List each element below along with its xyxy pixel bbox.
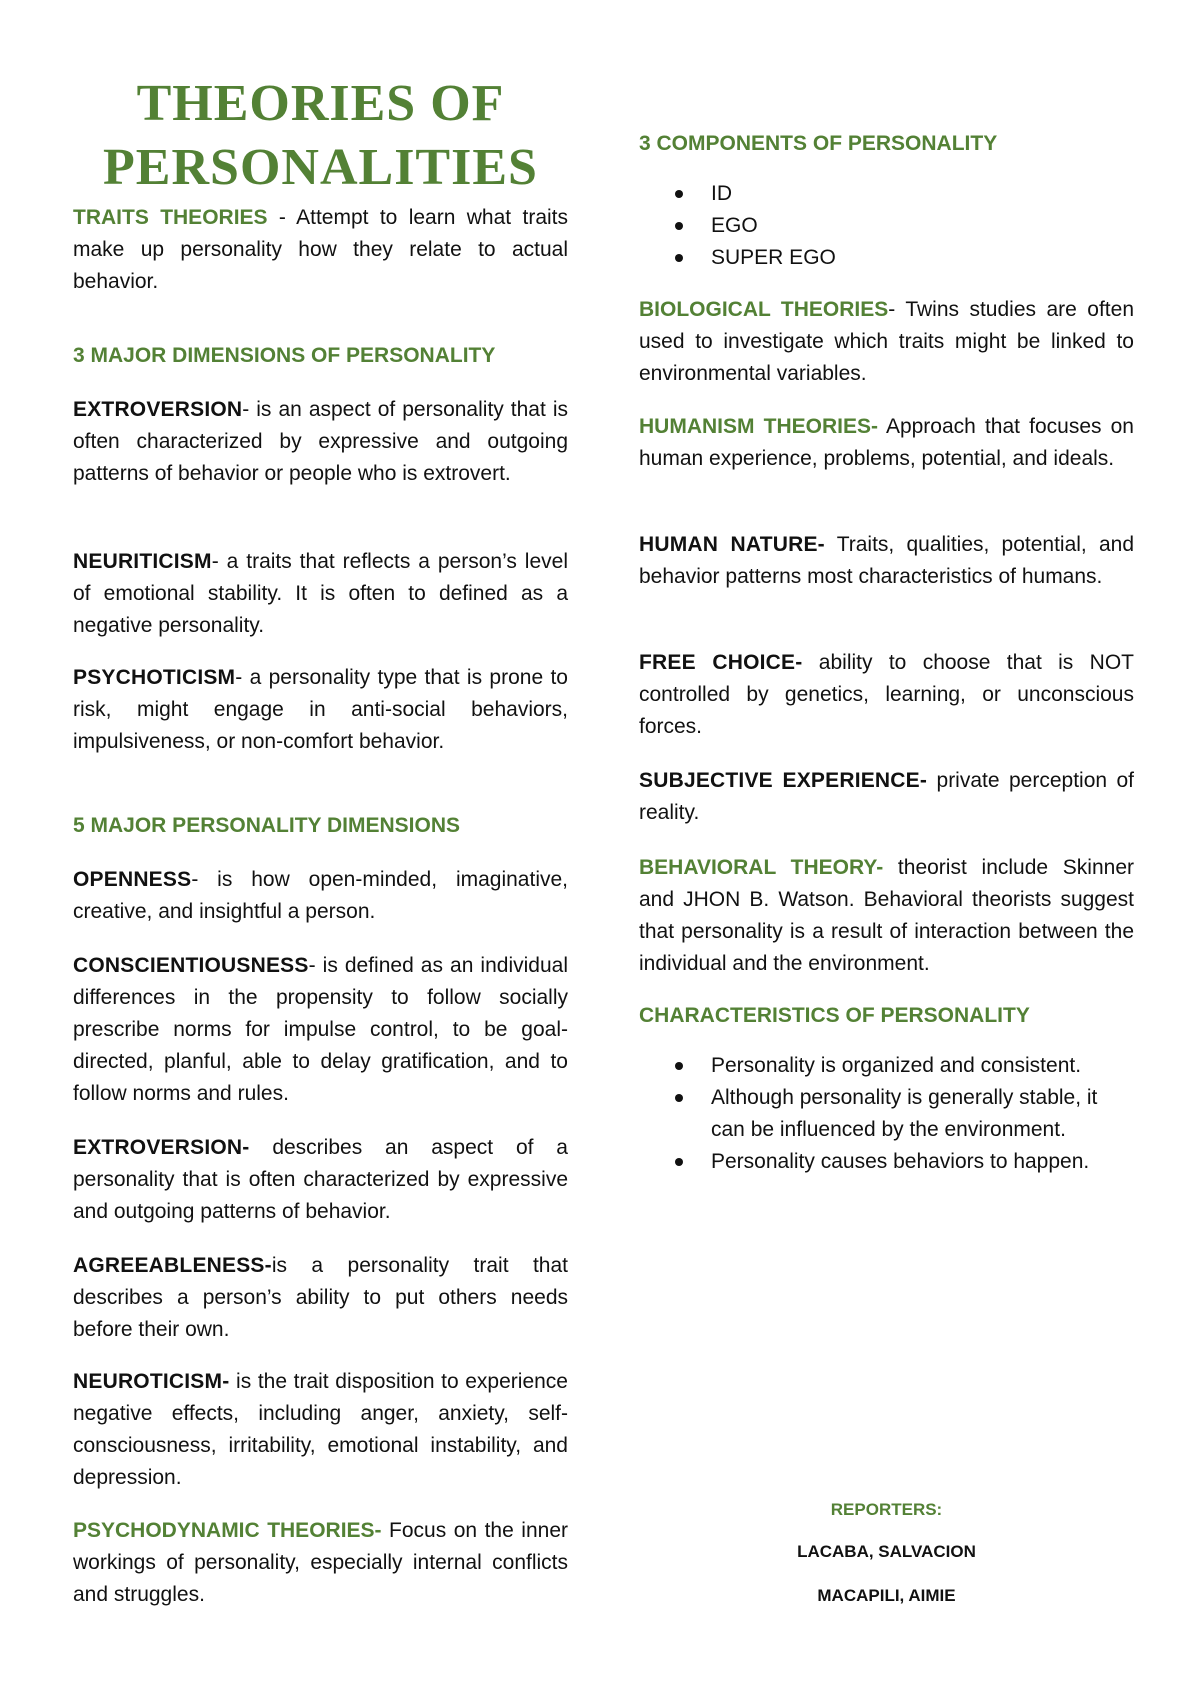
behavioral-theory-paragraph: [639, 852, 1134, 980]
biological-theories-paragraph: [639, 294, 1134, 390]
psychoticism-paragraph: [73, 662, 568, 758]
openness-text: - is how open-minded, imaginative, creative, and insightful a person.: [73, 868, 568, 923]
heading-5-major-dimensions: 5 MAJOR PERSONALITY DIMENSIONS: [73, 814, 461, 837]
list-item: Although personality is generally stable, it can be influenced by the environment.: [639, 1082, 1134, 1146]
free-choice-text: ability to choose that is NOT controlled by genetics, learning, or unconscious forces.: [639, 651, 1134, 738]
heading-characteristics: CHARACTERISTICS OF PERSONALITY: [639, 1004, 1030, 1027]
extroversion-2-term: EXTROVERSION-: [73, 1136, 250, 1159]
subjective-experience-term: SUBJECTIVE EXPERIENCE-: [639, 769, 928, 792]
heading-3-components: 3 COMPONENTS OF PERSONALITY: [639, 132, 998, 155]
conscientiousness-paragraph: [73, 950, 568, 1110]
psychodynamic-paragraph: [73, 1515, 568, 1611]
list-item: Personality causes behaviors to happen.: [639, 1146, 1134, 1178]
title-line-1: THEORIES OF: [136, 75, 505, 132]
human-nature-paragraph: [639, 529, 1134, 593]
list-item: ID: [639, 178, 1134, 210]
characteristics-list: [639, 1050, 1134, 1178]
psychodynamic-term: PSYCHODYNAMIC THEORIES-: [73, 1519, 382, 1542]
openness-paragraph: [73, 864, 568, 928]
agreeableness-term: AGREEABLENESS-: [73, 1254, 272, 1277]
neuroticism-paragraph: [73, 1366, 568, 1494]
humanism-theories-term: HUMANISM THEORIES-: [639, 415, 878, 438]
human-nature-term: HUMAN NATURE-: [639, 533, 825, 556]
neuriticism-text: - a traits that reflects a person’s level of emotional stability. It is often to defined as a negative personality.: [73, 550, 568, 637]
psychoticism-text: - a personality type that is prone to risk, might engage in anti-social behaviors, impulsiveness, or non-comfort behavior.: [73, 666, 568, 753]
humanism-theories-text: Approach that focuses on human experience, problems, potential, and ideals.: [639, 415, 1134, 470]
document-title: [73, 72, 568, 200]
list-item: SUPER EGO: [639, 242, 1134, 274]
traits-theories-paragraph: [73, 202, 568, 298]
conscientiousness-text: - is defined as an individual differences in the propensity to follow socially prescribe norms for impulse control, to be goal-directed, planful, able to delay gratification, and to follow norms and rules.: [73, 954, 568, 1105]
humanism-theories-paragraph: [639, 411, 1134, 475]
agreeableness-paragraph: [73, 1250, 568, 1346]
neuroticism-term: NEUROTICISM-: [73, 1370, 230, 1393]
behavioral-theory-text: theorist include Skinner and JHON B. Watson. Behavioral theorists suggest that personality is a result of interaction between the individual and the environment.: [639, 856, 1135, 975]
bullet-icon: [675, 1158, 683, 1166]
list-item: Personality is organized and consistent.: [639, 1050, 1134, 1082]
bullet-icon: [675, 190, 683, 198]
conscientiousness-term: CONSCIENTIOUSNESS: [73, 954, 309, 977]
traits-theories-text: - Attempt to learn what traits make up personality how they relate to actual behavior.: [73, 206, 568, 293]
bullet-icon: [675, 1094, 683, 1102]
neuroticism-text: is the trait disposition to experience negative effects, including anger, anxiety, self-consciousness, irritability, emotional instability, and depression.: [73, 1370, 568, 1489]
traits-theories-term: TRAITS THEORIES: [73, 206, 268, 229]
bullet-icon: [675, 1062, 683, 1070]
openness-term: OPENNESS: [73, 868, 192, 891]
extroversion-text: - is an aspect of personality that is often characterized by expressive and outgoing patterns of behavior or people who is extrovert.: [73, 398, 568, 485]
subjective-experience-text: private perception of reality.: [639, 769, 1134, 824]
biological-theories-text: - Twins studies are often used to investigate which traits might be linked to environmental variables.: [639, 298, 1134, 385]
biological-theories-term: BIOLOGICAL THEORIES: [639, 298, 889, 321]
bullet-icon: [675, 254, 683, 262]
subjective-experience-paragraph: [639, 765, 1134, 829]
psychoticism-term: PSYCHOTICISM: [73, 666, 236, 689]
extroversion-paragraph: [73, 394, 568, 490]
reporter-name: MACAPILI, AIMIE: [817, 1586, 956, 1605]
bullet-icon: [675, 222, 683, 230]
extroversion-term: EXTROVERSION: [73, 398, 243, 421]
extroversion-2-paragraph: [73, 1132, 568, 1228]
neuriticism-paragraph: [73, 546, 568, 642]
free-choice-term: FREE CHOICE-: [639, 651, 803, 674]
agreeableness-text: is a personality trait that describes a person’s ability to put others needs before their own.: [73, 1254, 568, 1341]
components-list: [639, 178, 1134, 274]
title-line-2: PERSONALITIES: [103, 139, 538, 196]
list-item: EGO: [639, 210, 1134, 242]
human-nature-text: Traits, qualities, potential, and behavior patterns most characteristics of humans.: [639, 533, 1134, 588]
reporters-label: REPORTERS:: [830, 1500, 943, 1519]
reporter-name: LACABA, SALVACION: [797, 1542, 976, 1561]
behavioral-theory-term: BEHAVIORAL THEORY-: [639, 856, 884, 879]
neuriticism-term: NEURITICISM: [73, 550, 212, 573]
extroversion-2-text: describes an aspect of a personality that is often characterized by expressive and outgoing patterns of behavior.: [73, 1136, 568, 1223]
heading-3-major-dimensions: 3 MAJOR DIMENSIONS OF PERSONALITY: [73, 344, 496, 367]
psychodynamic-text: Focus on the inner workings of personality, especially internal conflicts and struggles.: [73, 1519, 568, 1606]
free-choice-paragraph: [639, 647, 1134, 743]
